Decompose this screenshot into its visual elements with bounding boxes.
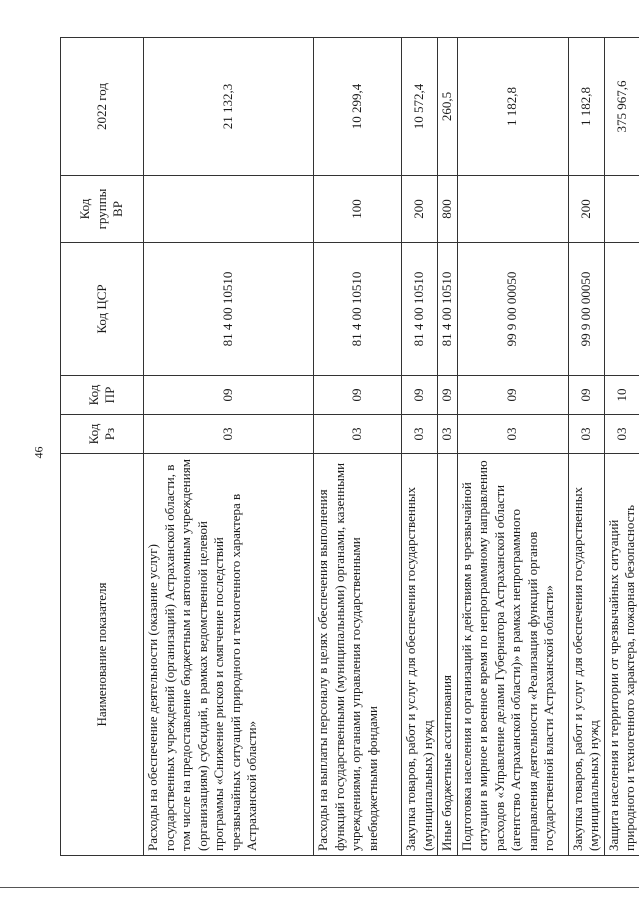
row-vr [457, 176, 568, 243]
row-year: 21 132,3 [144, 38, 314, 176]
header-vr: Код группы ВР [61, 176, 144, 243]
header-csr: Код ЦСР [61, 243, 144, 376]
row-rz: 03 [438, 415, 458, 454]
row-vr: 100 [314, 176, 402, 243]
page-number: 46 [31, 446, 46, 459]
budget-table [60, 37, 639, 856]
header-rz: Код Рз [61, 415, 144, 454]
table-header-row [61, 38, 144, 856]
header-pr: Код ПР [61, 376, 144, 415]
row-name: Закупка товаров, работ и услуг для обеспечения государственных (муниципальных) нужд [568, 454, 604, 856]
table-row [604, 38, 639, 856]
row-csr: 99 9 00 00050 [457, 243, 568, 376]
header-name: Наименование показателя [61, 454, 144, 856]
row-csr: 81 4 00 10510 [144, 243, 314, 376]
row-vr: 200 [568, 176, 604, 243]
row-pr: 09 [438, 376, 458, 415]
row-year: 10 572,4 [402, 38, 438, 176]
table-row [144, 38, 314, 856]
table-row [402, 38, 438, 856]
row-pr: 09 [144, 376, 314, 415]
row-year: 260,5 [438, 38, 458, 176]
row-vr: 200 [402, 176, 438, 243]
row-pr: 09 [402, 376, 438, 415]
row-name: Расходы на выплаты персоналу в целях обеспечения выполнения функций государственными (муниципальными) органами, казенными учреждениями, органами управления государственными внебюджетными фондами [314, 454, 402, 856]
row-rz: 03 [402, 415, 438, 454]
row-csr: 81 4 00 10510 [438, 243, 458, 376]
budget-table-container [60, 38, 637, 856]
header-year: 2022 год [61, 38, 144, 176]
table-row [438, 38, 458, 856]
row-name: Подготовка населения и организаций к действиям в чрезвычайной ситуации в мирное и военное время по непрограммному направлению расходов «Управление делами Губернатора Астраханской области (агентство Астраханской области)» в рамках непрограммного направления деятельности «Реализация функций органов государственной власти Астраханской области» [457, 454, 568, 856]
row-rz: 03 [144, 415, 314, 454]
row-csr: 81 4 00 10510 [314, 243, 402, 376]
row-rz: 03 [457, 415, 568, 454]
row-csr [604, 243, 639, 376]
table-row [314, 38, 402, 856]
bottom-divider [0, 887, 639, 888]
row-year: 1 182,8 [457, 38, 568, 176]
row-pr: 09 [568, 376, 604, 415]
row-csr: 99 9 00 00050 [568, 243, 604, 376]
row-name: Расходы на обеспечение деятельности (оказание услуг) государственных учреждений (организаций) Астраханской области, в том числе на предоставление бюджетным и автономным учреждениям (организациям) субсидий, в рамках ведомственной целевой программы «Снижение рисков и смягчение последствий чрезвычайных ситуаций природного и техногенного характера в Астраханской области» [144, 454, 314, 856]
row-vr [144, 176, 314, 243]
row-vr: 800 [438, 176, 458, 243]
row-name: Защита населения и территории от чрезвычайных ситуаций природного и техногенного характера, пожарная безопасность [604, 454, 639, 856]
row-year: 10 299,4 [314, 38, 402, 176]
table-row [568, 38, 604, 856]
row-name: Иные бюджетные ассигнования [438, 454, 458, 856]
row-csr: 81 4 00 10510 [402, 243, 438, 376]
table-row [457, 38, 568, 856]
row-pr: 09 [457, 376, 568, 415]
row-vr [604, 176, 639, 243]
row-year: 1 182,8 [568, 38, 604, 176]
row-pr: 09 [314, 376, 402, 415]
row-rz: 03 [314, 415, 402, 454]
row-year: 375 967,6 [604, 38, 639, 176]
row-rz: 03 [604, 415, 639, 454]
row-rz: 03 [568, 415, 604, 454]
row-pr: 10 [604, 376, 639, 415]
row-name: Закупка товаров, работ и услуг для обеспечения государственных (муниципальных) нужд [402, 454, 438, 856]
